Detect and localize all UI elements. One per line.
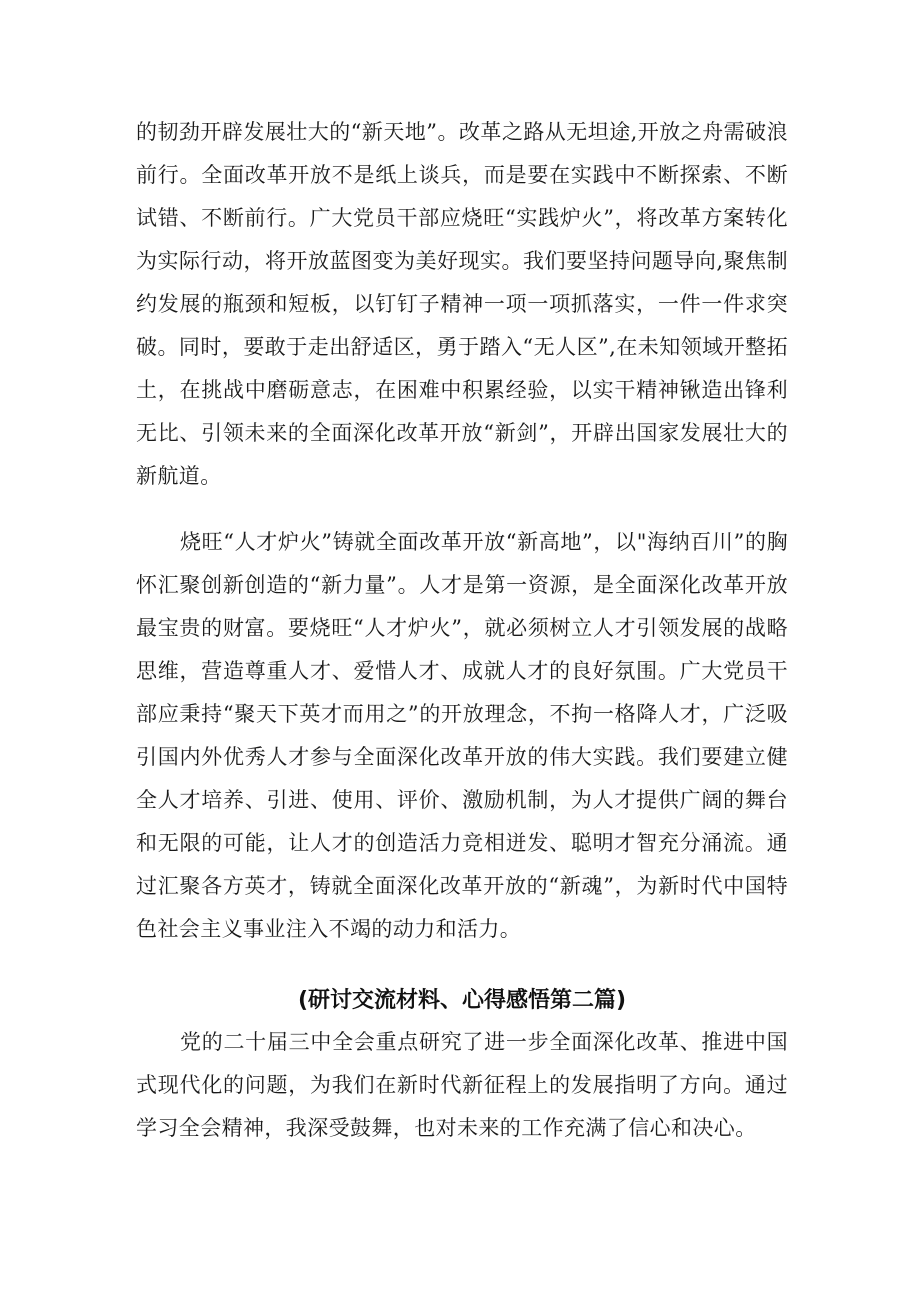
- paragraph-continuation: 的韧劲开辟发展壮大的“新天地”。改革之路从无坦途,开放之舟需破浪前行。全面改革开放不是纸上谈兵，而是要在实践中不断探索、不断试错、不断前行。广大党员干部应烧旺“实践炉火”，将改革方案转化为实际行动，将开放蓝图变为美好现实。我们要坚持问题导向,聚焦制约发展的瓶颈和短板，以钉钉子精神一项一项抓落实，一件一件求突破。同时，要敢于走出舒适区，勇于踏入“无人区”,在未知领域开整拓土，在挑战中磨砺意志，在困难中积累经验，以实干精神锹造出锋利无比、引领未来的全面深化改革开放“新剑”，开辟出国家发展壮大的新航道。: [136, 120, 788, 488]
- paragraph-talent: 烧旺“人才炉火”铸就全面改革开放“新高地”，以"海纳百川”的胸怀汇聚创新创造的“新力量”。人才是第一资源，是全面深化改革开放最宝贵的财富。要烧旺“人才炉火”，就必须树立人才引领发展的战略思维，营造尊重人才、爱惜人才、成就人才的良好氛围。广大党员干部应秉持“聚天下英才而用之”的开放理念，不拘一格降人才，广泛吸引国内外优秀人才参与全面深化改革开放的伟大实践。我们要建立健全人才培养、引进、使用、评价、激励机制，为人才提供广阔的舞台和无限的可能，让人才的创造活力竞相迸发、聪明才智充分涌流。通过汇聚各方英才，铸就全面深化改革开放的“新魂”，为新时代中国特色社会主义事业注入不竭的动力和活力。: [136, 530, 788, 941]
- section-heading: (研讨交流材料、心得感悟第二篇): [297, 988, 627, 1013]
- paragraph-second-article-intro: 党的二十届三中全会重点研究了进一步全面深化改革、推进中国式现代化的问题，为我们在新时代新征程上的发展指明了方向。通过学习全会精神，我深受鼓舞，也对未来的工作充满了信心和决心。: [136, 1030, 788, 1140]
